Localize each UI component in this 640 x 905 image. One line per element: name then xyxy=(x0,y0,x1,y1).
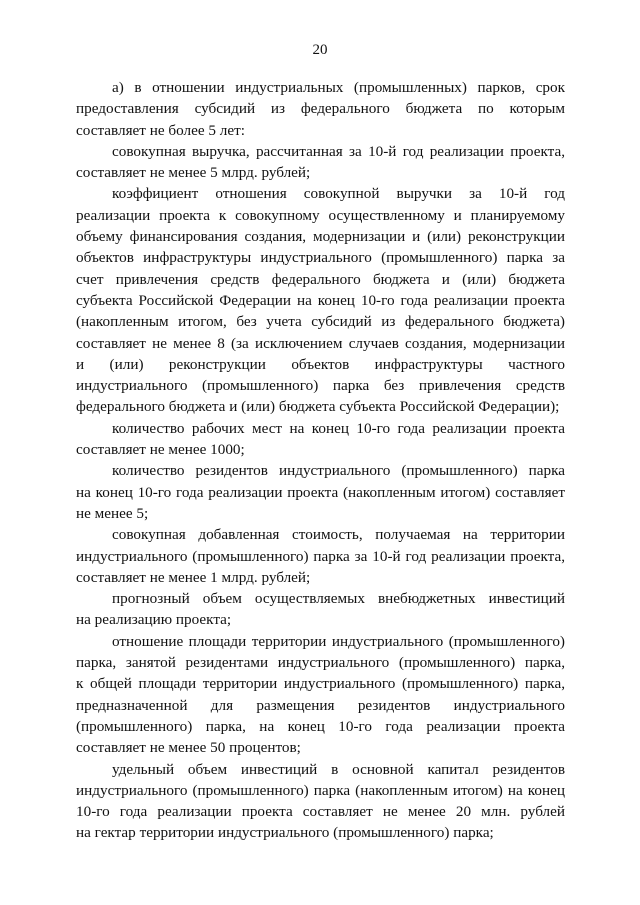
text-line: индустриального (промышленного) парка за 10-й год реализации проекта, xyxy=(76,547,565,565)
text-line: реализации проекта к совокупному осуществленному и планируемому xyxy=(76,206,565,224)
text-line: на конец 10-го года реализации проекта (накопленным итогом) составляет xyxy=(76,483,565,501)
text-line: объектов инфраструктуры индустриального (промышленного) парка за xyxy=(76,249,565,267)
text-line: количество резидентов индустриального (промышленного) парка xyxy=(112,462,565,480)
paragraph xyxy=(76,77,565,141)
text-line: коэффициент отношения совокупной выручки за 10-й год xyxy=(112,185,565,203)
text-line: на гектар территории индустриального (промышленного) парка; xyxy=(76,824,494,842)
text-line: предназначенной для размещения резидентов индустриального xyxy=(76,696,565,714)
paragraph xyxy=(76,759,565,844)
paragraph xyxy=(76,524,565,588)
text-line: индустриального (промышленного) парка без привлечения средств xyxy=(76,377,565,395)
paragraph xyxy=(76,631,565,759)
text-line: на реализацию проекта; xyxy=(76,611,232,629)
text-line: объему финансирования создания, модернизации и (или) реконструкции xyxy=(76,228,565,246)
paragraph xyxy=(76,588,565,631)
text-line: парка, занятой резидентами индустриального (промышленного) парка, xyxy=(76,654,565,672)
text-line: составляет не более 5 лет: xyxy=(76,121,245,139)
page-number: 20 xyxy=(312,42,328,58)
text-line: отношение площади территории индустриального (промышленного) xyxy=(112,632,565,650)
text-line: количество рабочих мест на конец 10-го года реализации проекта xyxy=(112,419,565,437)
paragraph xyxy=(76,460,565,524)
text-line: составляет не менее 5 млрд. рублей; xyxy=(76,164,311,182)
text-line: составляет не менее 8 (за исключением случаев создания, модернизации xyxy=(76,334,565,352)
text-line: 10-го года реализации проекта составляет не менее 20 млн. рублей xyxy=(76,803,565,821)
paragraph xyxy=(76,141,565,184)
text-line: удельный объем инвестиций в основной капитал резидентов xyxy=(112,760,565,778)
text-line: прогнозный объем осуществляемых внебюджетных инвестиций xyxy=(112,590,565,608)
text-line: а) в отношении индустриальных (промышленных) парков, срок xyxy=(112,79,565,96)
text-line: не менее 5; xyxy=(76,504,149,522)
text-line: совокупная добавленная стоимость, получаемая на территории xyxy=(112,526,565,544)
document-body xyxy=(76,77,565,844)
text-line: федерального бюджета и (или) бюджета субъекта Российской Федерации); xyxy=(76,398,560,416)
text-line: счет привлечения средств федерального бюджета и (или) бюджета xyxy=(76,270,565,288)
text-line: и (или) реконструкции объектов инфраструктуры частного xyxy=(76,355,565,373)
text-line: (промышленного) парка, на конец 10-го года реализации проекта xyxy=(76,717,565,735)
paragraph xyxy=(76,418,565,461)
paragraph xyxy=(76,183,565,417)
text-line: составляет не менее 50 процентов; xyxy=(76,739,301,757)
text-line: предоставления субсидий из федерального бюджета по которым xyxy=(76,100,565,118)
text-line: совокупная выручка, рассчитанная за 10-й год реализации проекта, xyxy=(112,142,565,160)
text-line: составляет не менее 1000; xyxy=(76,441,245,459)
text-line: составляет не менее 1 млрд. рублей; xyxy=(76,568,311,586)
text-line: (накопленным итогом, без учета субсидий из федерального бюджета) xyxy=(76,313,565,331)
text-line: к общей площади территории индустриального (промышленного) парка, xyxy=(76,675,565,693)
text-line: субъекта Российской Федерации на конец 10-го года реализации проекта xyxy=(76,291,565,309)
text-line: индустриального (промышленного) парка (накопленным итогом) на конец xyxy=(76,781,565,799)
